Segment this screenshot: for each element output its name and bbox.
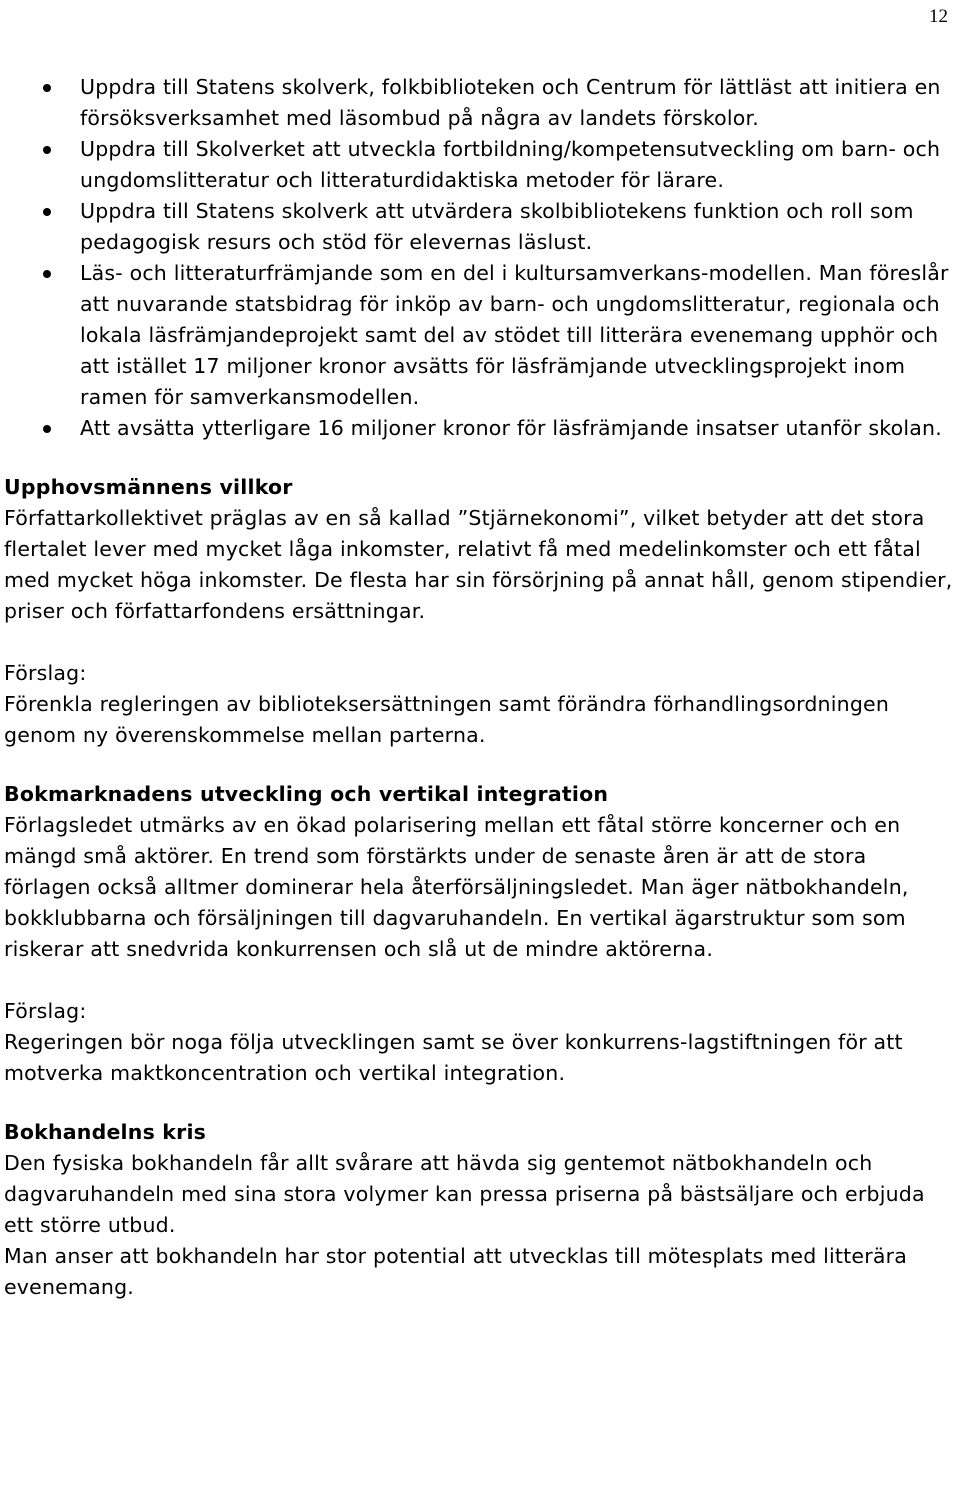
proposal-text: Regeringen bör noga följa utvecklingen samt se över konkurrens-lagstiftningen för att motverka maktkoncentration och vertikal integration. <box>4 1030 903 1085</box>
list-item-text: Läs- och litteraturfrämjande som en del i kultursamverkans-modellen. Man föreslår att nuvarande statsbidrag för inköp av barn- och ungdomslitteratur, regionala och lokala läsfrämjandeprojekt samt del av stödet till litterära evenemang upphör och att istället 17 miljoner kronor avsätts för läsfrämjande utvecklingsprojekt inom ramen för samverkansmodellen. <box>80 261 949 409</box>
list-item <box>4 258 956 413</box>
bullet-icon <box>43 270 51 278</box>
list-item <box>4 413 956 444</box>
section-heading-bokmarknadens-utveckling: Bokmarknadens utveckling och vertikal integration <box>4 782 609 806</box>
list-item-text: Uppdra till Statens skolverk att utvärdera skolbibliotekens funktion och roll som pedagogisk resurs och stöd för elevernas läslust. <box>80 199 914 254</box>
list-item-text: Uppdra till Skolverket att utveckla fortbildning/kompetensutveckling om barn- och ungdomslitteratur och litteraturdidaktiska metoder för lärare. <box>80 137 941 192</box>
document-body <box>4 72 956 1303</box>
section-heading-upphovsmannens-villkor: Upphovsmännens villkor <box>4 475 293 499</box>
proposal-label: Förslag: <box>4 999 87 1023</box>
section-heading-bokhandelns-kris: Bokhandelns kris <box>4 1120 207 1144</box>
section-paragraph: Författarkollektivet präglas av en så kallad ”Stjärnekonomi”, vilket betyder att det stora flertalet lever med mycket låga inkomster, relativt få med medelinkomster och ett fåtal med mycket höga inkomster. De flesta har sin försörjning på annat håll, genom stipendier, priser och författarfondens ersättningar. <box>4 506 953 623</box>
section-paragraph: Man anser att bokhandeln har stor potential att utvecklas till mötesplats med litterära evenemang. <box>4 1244 908 1299</box>
list-item-text: Uppdra till Statens skolverk, folkbiblioteken och Centrum för lättläst att initiera en försöksverksamhet med läsombud på några av landets förskolor. <box>80 75 941 130</box>
proposal-bullet-list <box>4 72 956 444</box>
list-item-text: Att avsätta ytterligare 16 miljoner kronor för läsfrämjande insatser utanför skolan. <box>80 416 942 440</box>
section-paragraph: Den fysiska bokhandeln får allt svårare att hävda sig gentemot nätbokhandeln och dagvaruhandeln med sina stora volymer kan pressa priserna på bästsäljare och erbjuda ett större utbud. <box>4 1151 925 1237</box>
bullet-icon <box>43 208 51 216</box>
bullet-icon <box>43 425 51 433</box>
section-paragraph: Förlagsledet utmärks av en ökad polarisering mellan ett fåtal större koncerner och en mängd små aktörer. En trend som förstärkts under de senaste åren är att de stora förlagen också alltmer dominerar hela återförsäljningsledet. Man äger nätbokhandeln, bokklubbarna och försäljningen till dagvaruhandeln. En vertikal ägarstruktur som som riskerar att snedvrida konkurrensen och slå ut de mindre aktörerna. <box>4 813 909 961</box>
list-item <box>4 134 956 196</box>
list-item <box>4 72 956 134</box>
bullet-icon <box>43 84 51 92</box>
list-item <box>4 196 956 258</box>
proposal-text: Förenkla regleringen av biblioteksersättningen samt förändra förhandlingsordningen genom ny överenskommelse mellan parterna. <box>4 692 890 747</box>
proposal-label: Förslag: <box>4 661 87 685</box>
bullet-icon <box>43 146 51 154</box>
page-number: 12 <box>929 6 948 27</box>
